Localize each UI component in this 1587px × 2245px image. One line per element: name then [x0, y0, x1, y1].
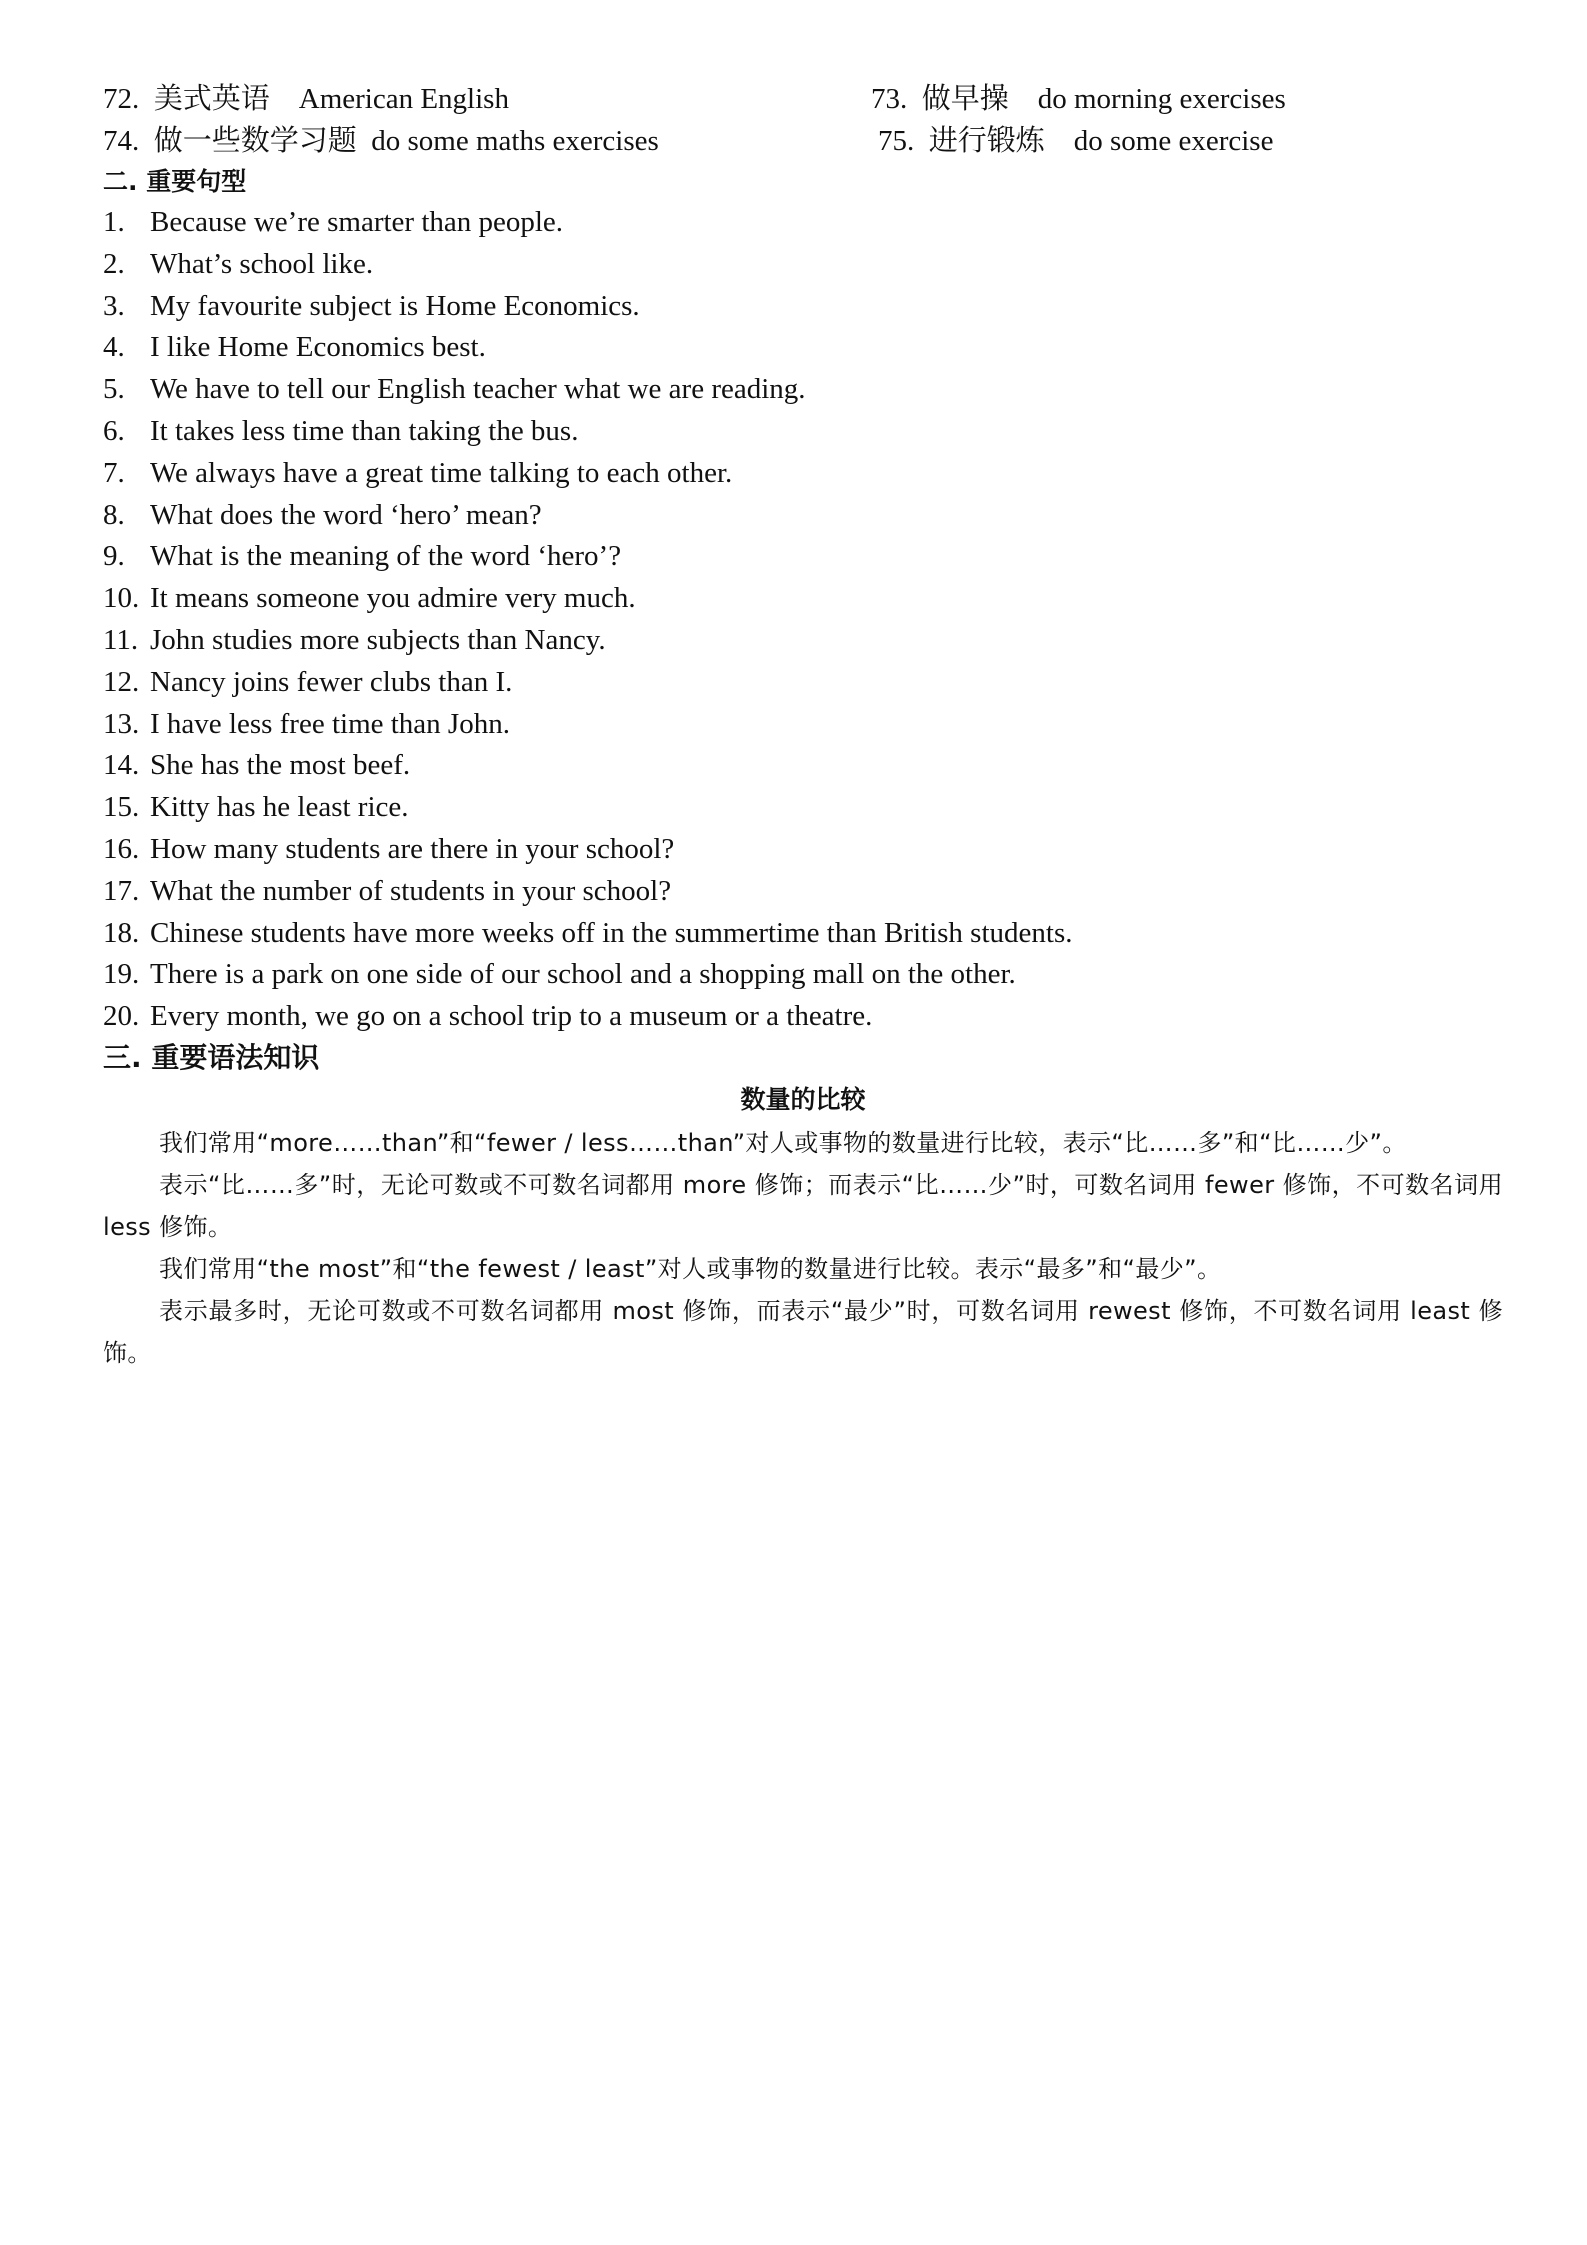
item-number: 3.: [103, 289, 125, 322]
sentence-text: We have to tell our English teacher what we are reading.: [150, 373, 806, 406]
document-page: [103, 78, 1503, 1374]
item-number: 11.: [103, 623, 139, 656]
vocab-item: 74. 做一些数学习题 do some maths exercises: [103, 125, 659, 157]
section-heading-sentence-patterns: 二. 重要句型: [103, 167, 247, 196]
item-number: 13.: [103, 707, 140, 740]
item-number: 16.: [103, 832, 140, 865]
list-item: [103, 453, 1503, 495]
vocab-item: 72. 美式英语 American English: [103, 83, 509, 115]
sentence-text: What does the word ‘hero’ mean?: [150, 498, 542, 531]
list-item: [103, 495, 1503, 537]
sentence-text: Kitty has he least rice.: [150, 791, 409, 824]
list-item: [103, 286, 1503, 328]
list-item: [103, 662, 1503, 704]
list-item: [103, 620, 1503, 662]
vocab-item: 73. 做早操 do morning exercises: [871, 83, 1286, 115]
item-number: 4.: [103, 331, 125, 364]
sentence-text: It takes less time than taking the bus.: [150, 414, 579, 447]
grammar-paragraph: 表示“比……多”时，无论可数或不可数名词都用 more 修饰；而表示“比……少”时，可数名词用 fewer 修饰，不可数名词用 less 修饰。: [103, 1170, 1503, 1241]
sentence-text: Chinese students have more weeks off in the summertime than British students.: [150, 916, 1073, 949]
vocab-row: [103, 78, 1503, 120]
vocab-item: 75. 进行锻炼 do some exercise: [878, 125, 1274, 157]
item-number: 19.: [103, 958, 140, 991]
list-item: [103, 369, 1503, 411]
grammar-paragraph: 表示最多时，无论可数或不可数名词都用 most 修饰，而表示“最少”时，可数名词用 rewest 修饰，不可数名词用 least 修饰。: [103, 1296, 1503, 1367]
list-item: [103, 954, 1503, 996]
item-number: 6.: [103, 414, 125, 447]
sentence-text: It means someone you admire very much.: [150, 582, 636, 615]
sentence-text: Because we’re smarter than people.: [150, 206, 564, 238]
list-item: [103, 202, 1503, 244]
sentence-text: John studies more subjects than Nancy.: [150, 623, 606, 656]
list-item: [103, 578, 1503, 620]
list-item: [103, 704, 1503, 746]
item-number: 1.: [103, 206, 125, 238]
sentence-text: What is the meaning of the word ‘hero’?: [150, 540, 622, 573]
vocab-row: [103, 120, 1503, 162]
sentence-text: My favourite subject is Home Economics.: [150, 289, 640, 322]
sentence-text: Every month, we go on a school trip to a museum or a theatre.: [150, 1000, 873, 1033]
item-number: 20.: [103, 1000, 140, 1033]
item-number: 17.: [103, 874, 140, 907]
item-number: 10.: [103, 582, 140, 615]
sentence-text: How many students are there in your school?: [150, 832, 675, 865]
list-item: [103, 871, 1503, 913]
sentence-text: What’s school like.: [150, 247, 374, 280]
item-number: 14.: [103, 749, 140, 782]
item-number: 12.: [103, 665, 140, 698]
sentence-text: What the number of students in your school?: [150, 874, 672, 907]
sentence-list: [103, 202, 1503, 1038]
grammar-paragraph: 我们常用“the most”和“the fewest / least”对人或事物的数量进行比较。表示“最多”和“最少”。: [159, 1254, 1222, 1283]
grammar-paragraph: 我们常用“more……than”和“fewer / less……than”对人或事物的数量进行比较，表示“比……多”和“比……少”。: [159, 1128, 1407, 1157]
sentence-text: I like Home Economics best.: [150, 331, 486, 364]
sentence-text: There is a park on one side of our school and a shopping mall on the other.: [150, 958, 1016, 991]
item-number: 15.: [103, 791, 140, 824]
sentence-text: She has the most beef.: [150, 749, 411, 782]
sentence-text: We always have a great time talking to each other.: [150, 456, 733, 489]
list-item: [103, 536, 1503, 578]
sentence-text: Nancy joins fewer clubs than I.: [150, 665, 513, 698]
list-item: [103, 913, 1503, 955]
item-number: 18.: [103, 916, 140, 949]
item-number: 8.: [103, 498, 125, 531]
list-item: [103, 829, 1503, 871]
item-number: 5.: [103, 373, 125, 406]
list-item: [103, 327, 1503, 369]
list-item: [103, 996, 1503, 1038]
item-number: 7.: [103, 456, 125, 489]
list-item: [103, 244, 1503, 286]
grammar-title: 数量的比较: [740, 1084, 866, 1114]
section-heading-grammar: 三. 重要语法知识: [103, 1040, 320, 1074]
item-number: 9.: [103, 540, 125, 573]
list-item: [103, 745, 1503, 787]
sentence-text: I have less free time than John.: [150, 707, 510, 740]
item-number: 2.: [103, 247, 125, 280]
list-item: [103, 787, 1503, 829]
list-item: [103, 411, 1503, 453]
